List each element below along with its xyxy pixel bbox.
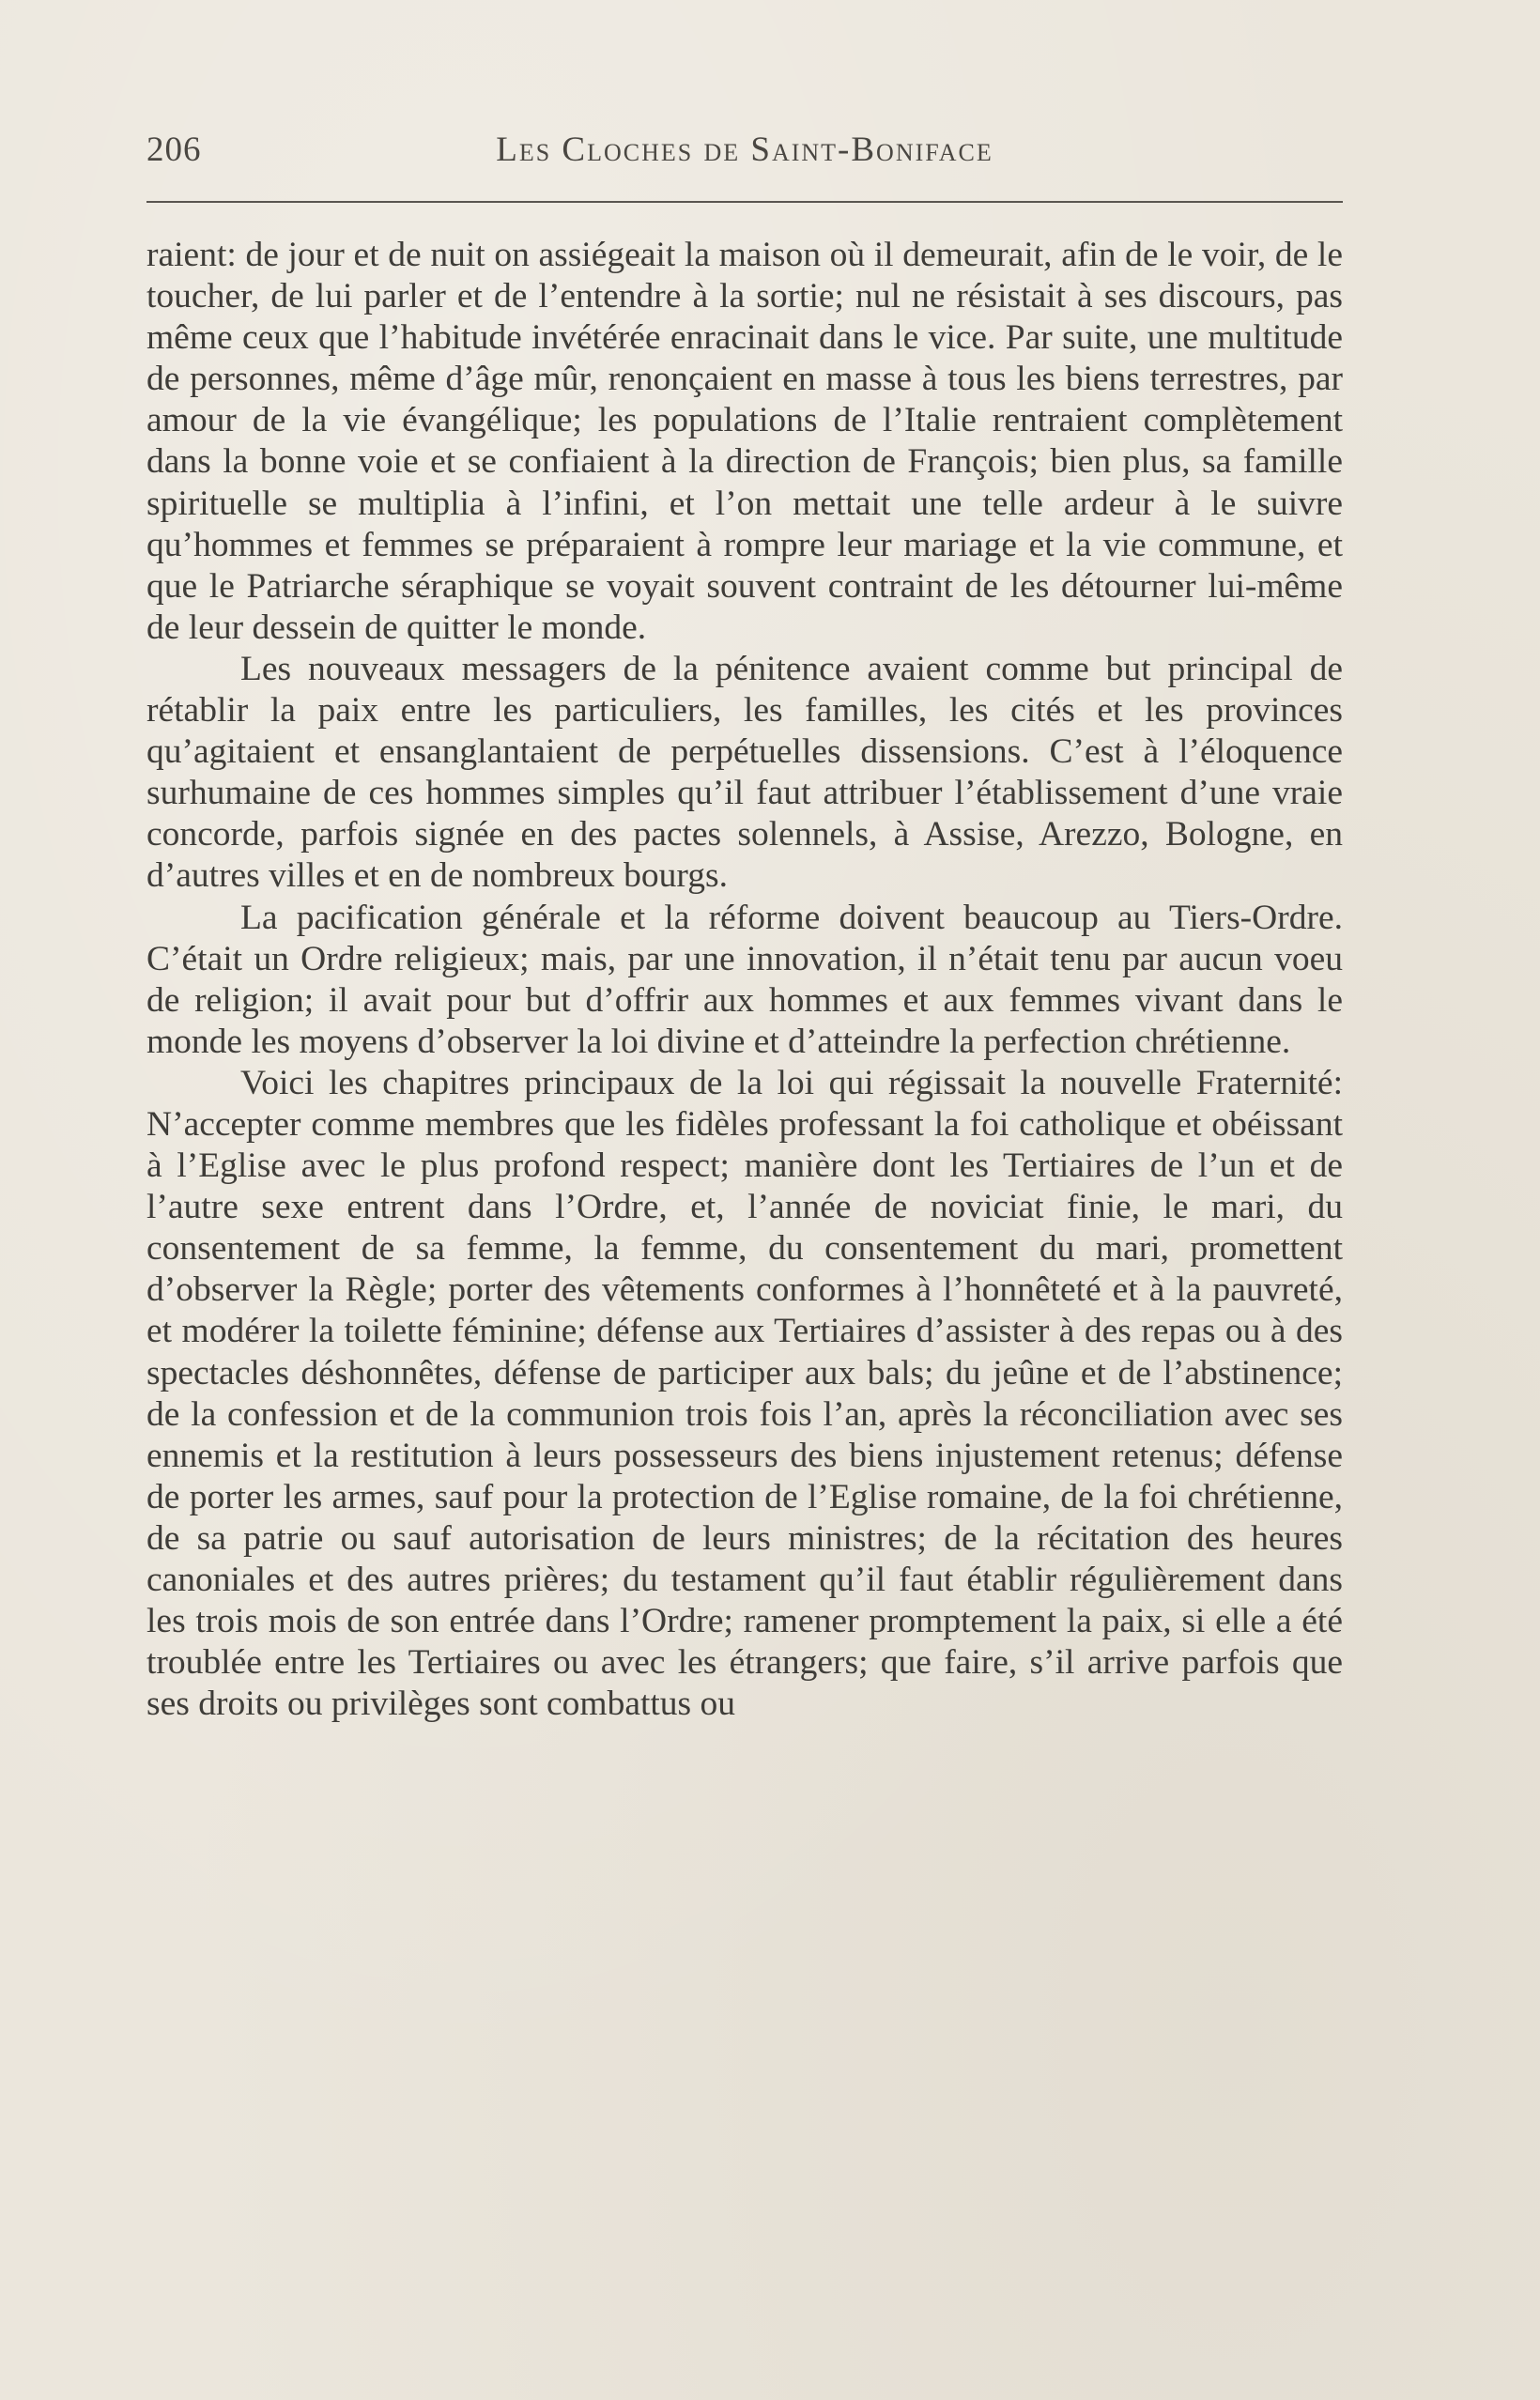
body-text — [146, 235, 1343, 1725]
page-header — [146, 130, 1343, 178]
paragraph-messengers: Les nouveaux messagers de la pénitence avaient comme but principal de rétablir la paix entre les particuliers, les familles, les cités et les provinces qu’agitaient et ensanglantaient de perpétuelles dissensions. C’est à l’éloquence surhumaine de ces hommes simples qu’il faut attribuer l’établissement d’une vraie concorde, parfois signée en des pactes solennels, à Assise, Arezzo, Bologne, en d’autres villes et en de nombreux bourgs. — [146, 649, 1343, 896]
page-number: 206 — [146, 131, 202, 169]
running-title: Les Cloches de Saint-Boniface — [496, 131, 993, 169]
header-rule — [146, 201, 1343, 203]
paragraph-pacification: La pacification générale et la réforme doivent beaucoup au Tiers-Ordre. C’était un Ordre religieux; mais, par une innovation, il n’était tenu par aucun voeu de religion; il avait pour but d’offrir aux hommes et aux femmes vivant dans le monde les moyens d’observer la loi divine et d’atteindre la perfection chrétienne. — [146, 898, 1343, 1061]
paragraph-rule-chapters: Voici les chapitres principaux de la loi qui régissait la nouvelle Fraternité: N’accepter comme membres que les fidèles professant la foi catholique et obéissant à l’Eglise avec le plus profond respect; manière dont les Tertiaires de l’un et de l’autre sexe entrent dans l’Ordre, et, l’année de noviciat finie, le mari, du consentement de sa femme, la femme, du consentement du mari, promettent d’observer la Règle; porter des vêtements conformes à l’honnêteté et à la pauvreté, et modérer la toilette féminine; défense aux Tertiaires d’assister à des repas ou à des spectacles déshonnêtes, défense de participer aux bals; du jeûne et de l’abstinence; de la confession et de la communion trois fois l’an, après la réconciliation avec ses ennemis et la restitution à leurs possesseurs des biens injustement retenus; défense de porter les armes, sauf pour la protection de l’Eglise romaine, de la foi chrétienne, de sa patrie ou sauf autorisation de leurs ministres; de la récitation des heures canoniales et des autres prières; du testament qu’il faut établir régulièrement dans les trois mois de son entrée dans l’Ordre; ramener promptement la paix, si elle a été troublée entre les Tertiaires ou avec les étrangers; que faire, s’il arrive parfois que ses droits ou privilèges sont combattus ou — [146, 1063, 1343, 1724]
paragraph-continuation: raient: de jour et de nuit on assiégeait la maison où il demeurait, afin de le voir, de le toucher, de lui parler et de l’entendre à la sortie; nul ne résistait à ses discours, pas même ceux que l’habitude invétérée enracinait dans le vice. Par suite, une multitude de personnes, même d’âge mûr, renonçaient en masse à tous les biens terrestres, par amour de la vie évangélique; les populations de l’Italie rentraient complètement dans la bonne voie et se confiaient à la direction de François; bien plus, sa famille spirituelle se multiplia à l’infini, et l’on mettait une telle ardeur à le suivre qu’hommes et femmes se préparaient à rompre leur mariage et la vie commune, et que le Patriarche séraphique se voyait souvent contraint de les détourner lui-même de leur dessein de quitter le monde. — [146, 236, 1343, 647]
